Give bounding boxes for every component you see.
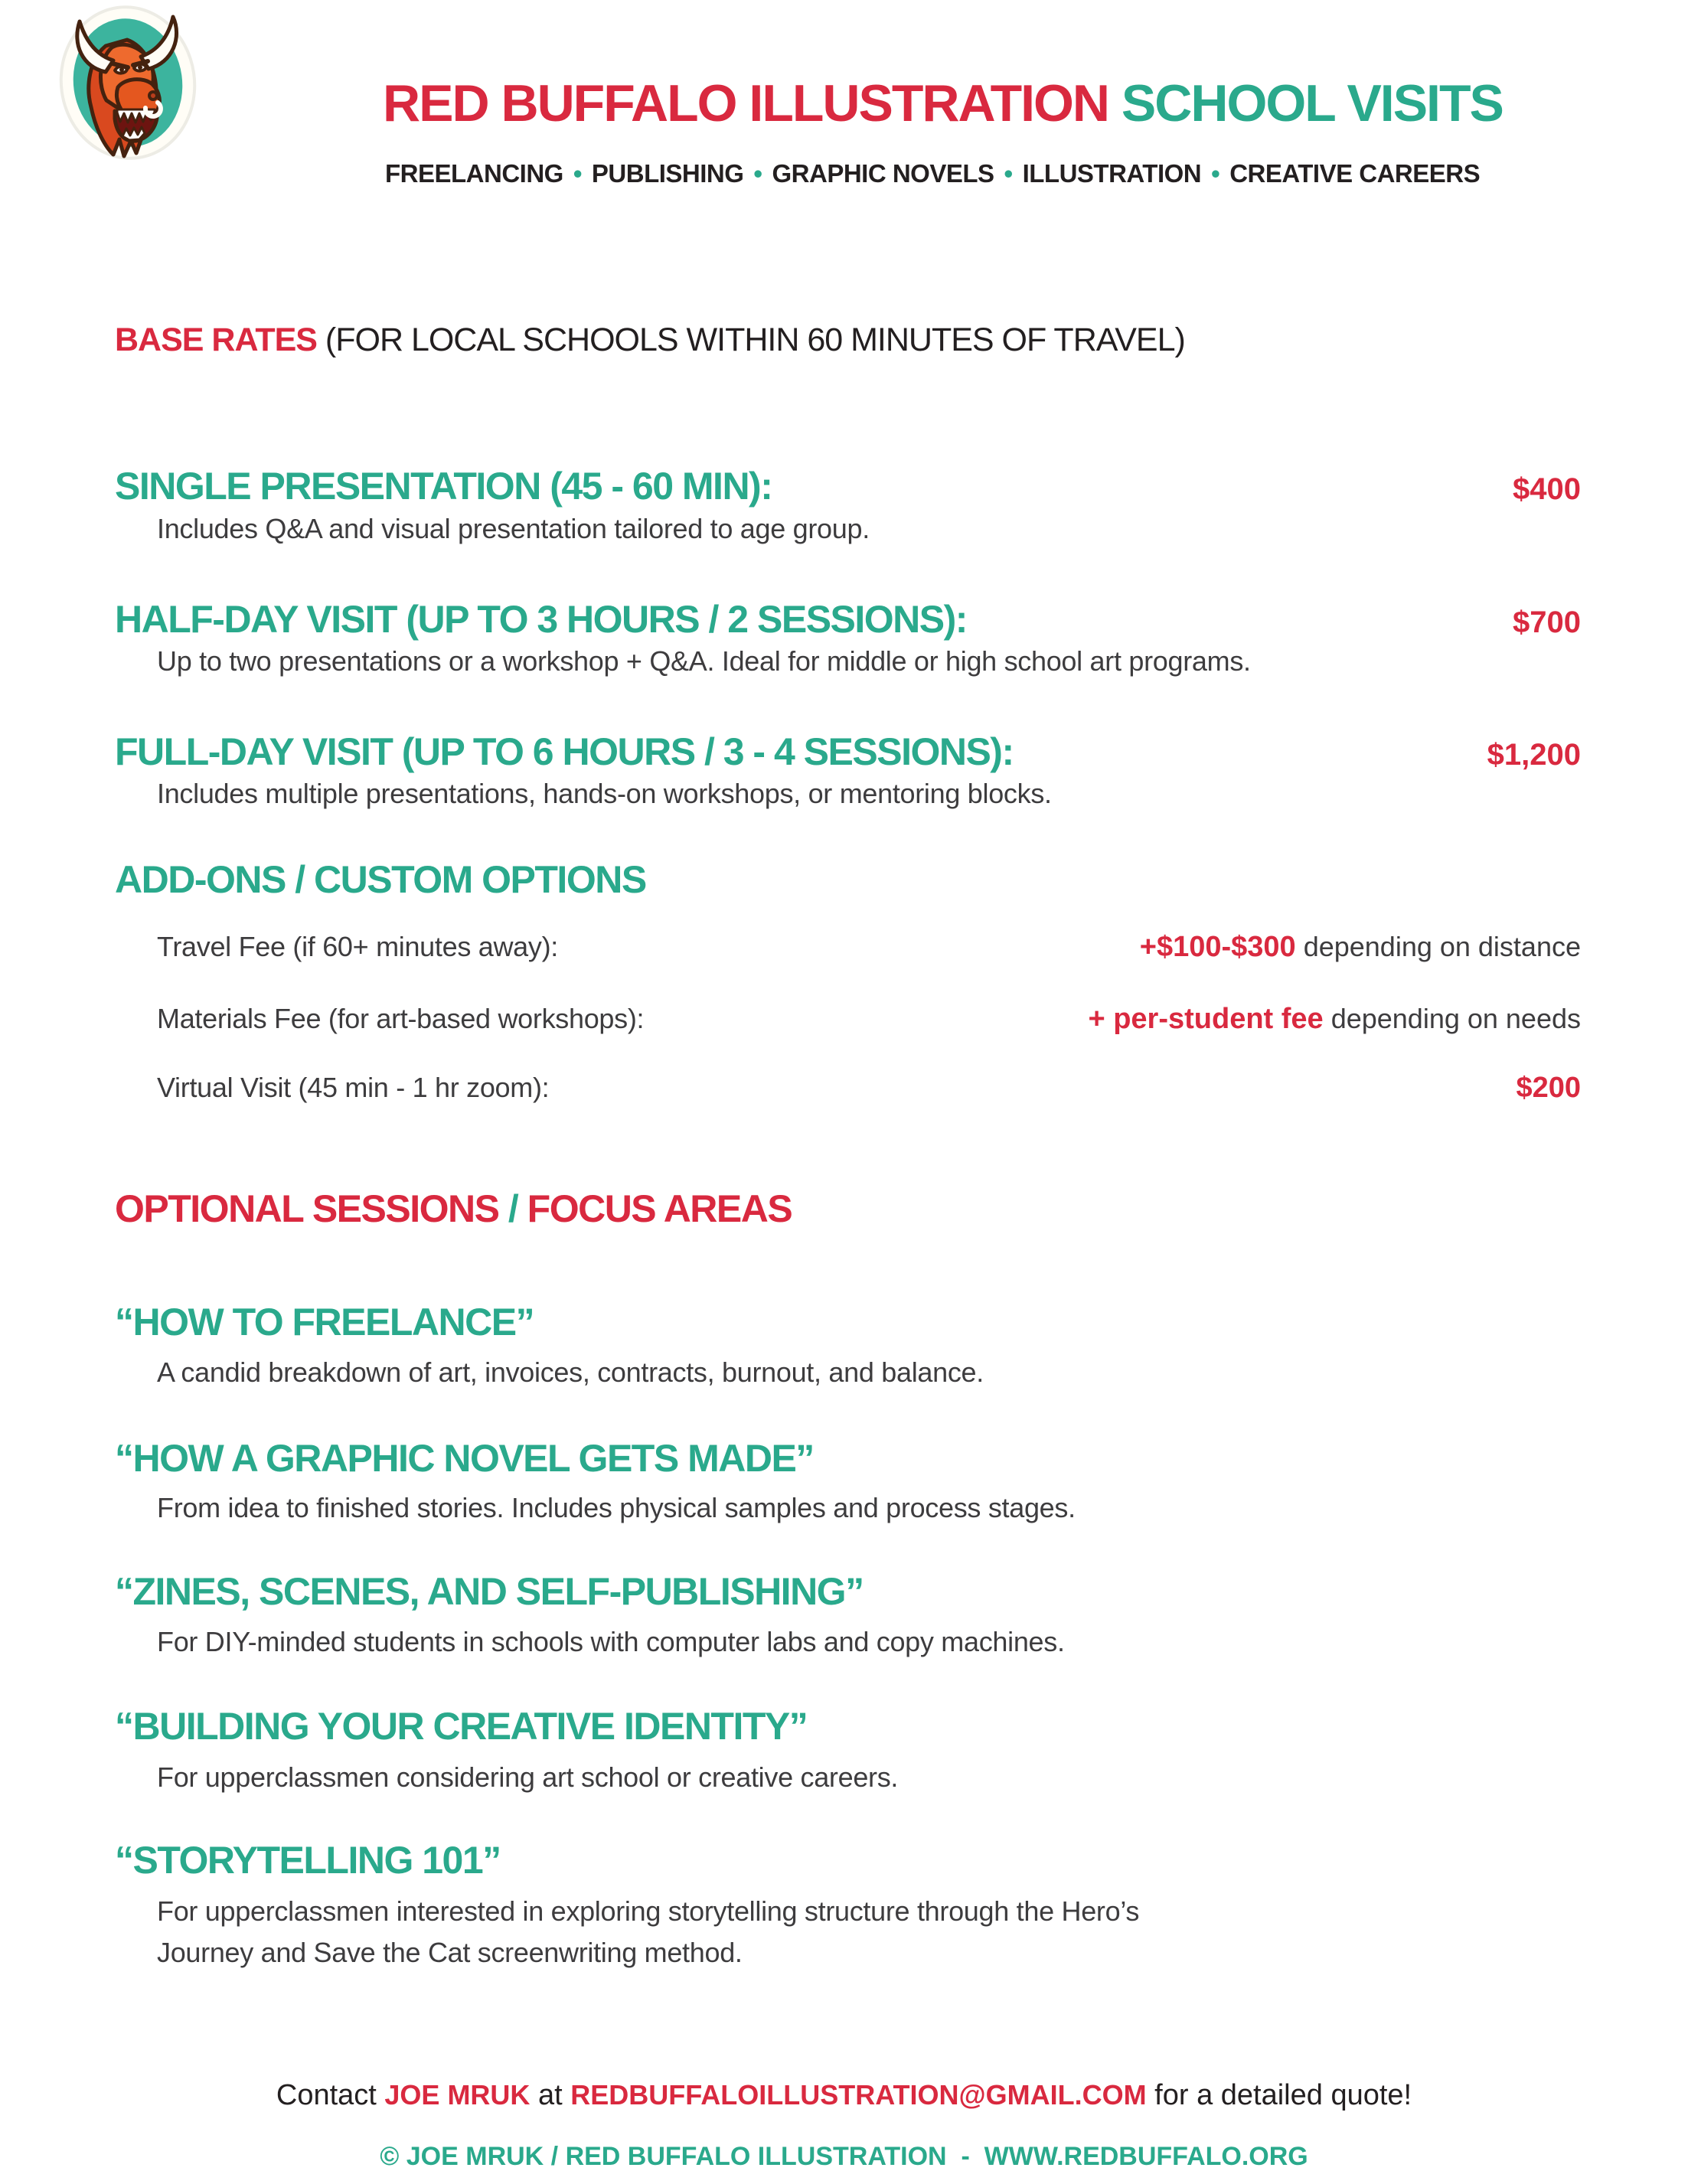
page-title bbox=[383, 73, 1503, 133]
optional-sessions-heading bbox=[115, 1187, 792, 1231]
copyright-line bbox=[0, 2142, 1688, 2172]
tagline-item: CREATIVE CAREERS bbox=[1229, 159, 1481, 188]
addon-label: Virtual Visit (45 min - 1 hr zoom): bbox=[157, 1072, 550, 1103]
addon-value-suffix: depending on distance bbox=[1295, 931, 1581, 962]
session-title-graphic-novel: “HOW A GRAPHIC NOVEL GETS MADE” bbox=[115, 1437, 814, 1480]
addon-row-virtual-visit bbox=[157, 1072, 1581, 1105]
contact-name: JOE MRUK bbox=[384, 2079, 531, 2111]
addon-value-highlight: +$100-$300 bbox=[1139, 931, 1296, 963]
rate-row-full-day bbox=[115, 730, 1581, 774]
base-rates-label: BASE RATES bbox=[115, 322, 317, 358]
session-title-storytelling-101: “STORYTELLING 101” bbox=[115, 1839, 501, 1882]
bullet-separator-icon: • bbox=[573, 159, 582, 188]
rate-row-half-day bbox=[115, 597, 1581, 641]
addon-label: Travel Fee (if 60+ minutes away): bbox=[157, 931, 558, 962]
contact-prefix: Contact bbox=[276, 2079, 385, 2111]
contact-line bbox=[0, 2079, 1688, 2112]
title-brand-text: RED BUFFALO ILLUSTRATION bbox=[383, 74, 1108, 132]
optional-heading-slash: / bbox=[508, 1187, 518, 1230]
session-title-how-to-freelance: “HOW TO FREELANCE” bbox=[115, 1301, 534, 1343]
addon-row-travel-fee bbox=[157, 931, 1581, 964]
copyright-text: © JOE MRUK / RED BUFFALO ILLUSTRATION - bbox=[380, 2142, 984, 2171]
session-description: For upperclassmen considering art school or creative careers. bbox=[157, 1761, 899, 1793]
optional-heading-left: OPTIONAL SESSIONS bbox=[115, 1187, 508, 1230]
session-description: For upperclassmen interested in exploring storytelling structure through the Hero’s Journey and Save the Cat screenwriting method. bbox=[157, 1895, 1140, 1968]
addons-heading: ADD-ONS / CUSTOM OPTIONS bbox=[115, 858, 646, 901]
tagline bbox=[385, 159, 1480, 188]
bullet-separator-icon: • bbox=[1211, 159, 1220, 188]
title-suffix-text: SCHOOL VISITS bbox=[1108, 74, 1503, 132]
addon-value bbox=[1088, 1003, 1581, 1036]
rate-row-single-presentation bbox=[115, 464, 1581, 508]
tagline-item: ILLUSTRATION bbox=[1022, 159, 1202, 188]
base-rates-heading bbox=[115, 322, 1185, 359]
buffalo-mascot-icon bbox=[51, 2, 205, 164]
tagline-item: PUBLISHING bbox=[591, 159, 744, 188]
contact-infix: at bbox=[530, 2079, 571, 2111]
contact-suffix: for a detailed quote! bbox=[1146, 2079, 1412, 2111]
addon-value-suffix: depending on needs bbox=[1323, 1003, 1581, 1034]
website-link[interactable]: WWW.REDBUFFALO.ORG bbox=[984, 2142, 1308, 2171]
bullet-separator-icon: • bbox=[753, 159, 762, 188]
rate-description: Up to two presentations or a workshop + Q&A. Ideal for middle or high school art programs. bbox=[157, 645, 1251, 677]
tagline-item: FREELANCING bbox=[385, 159, 563, 188]
rate-description: Includes Q&A and visual presentation tailored to age group. bbox=[157, 513, 870, 544]
addon-value-highlight: + per-student fee bbox=[1088, 1003, 1324, 1035]
addon-row-materials-fee bbox=[157, 1003, 1581, 1036]
session-description: For DIY-minded students in schools with computer labs and copy machines. bbox=[157, 1626, 1065, 1657]
rate-price: $700 bbox=[1513, 606, 1581, 639]
rate-description: Includes multiple presentations, hands-on workshops, or mentoring blocks. bbox=[157, 778, 1052, 809]
tagline-item: GRAPHIC NOVELS bbox=[772, 159, 994, 188]
addon-value bbox=[1516, 1072, 1581, 1105]
session-title-creative-identity: “BUILDING YOUR CREATIVE IDENTITY” bbox=[115, 1705, 808, 1748]
contact-email[interactable]: REDBUFFALOILLUSTRATION@GMAIL.COM bbox=[570, 2079, 1147, 2111]
session-description: A candid breakdown of art, invoices, contracts, burnout, and balance. bbox=[157, 1356, 984, 1388]
session-title-zines: “ZINES, SCENES, AND SELF-PUBLISHING” bbox=[115, 1570, 864, 1613]
red-buffalo-logo bbox=[51, 2, 205, 164]
rate-heading: HALF-DAY VISIT (UP TO 3 HOURS / 2 SESSIONS): bbox=[115, 598, 967, 641]
rate-price: $1,200 bbox=[1487, 738, 1581, 772]
addon-value-highlight: $200 bbox=[1516, 1072, 1581, 1104]
session-description: From idea to finished stories. Includes physical samples and process stages. bbox=[157, 1492, 1076, 1523]
base-rates-note: (FOR LOCAL SCHOOLS WITHIN 60 MINUTES OF TRAVEL) bbox=[316, 322, 1185, 358]
rate-heading: SINGLE PRESENTATION (45 - 60 MIN): bbox=[115, 465, 772, 508]
rate-price: $400 bbox=[1513, 472, 1581, 506]
addon-value bbox=[1140, 931, 1581, 964]
bullet-separator-icon: • bbox=[1004, 159, 1013, 188]
addon-label: Materials Fee (for art-based workshops): bbox=[157, 1003, 645, 1034]
rate-heading: FULL-DAY VISIT (UP TO 6 HOURS / 3 - 4 SESSIONS): bbox=[115, 730, 1014, 773]
optional-heading-right: FOCUS AREAS bbox=[518, 1187, 792, 1230]
